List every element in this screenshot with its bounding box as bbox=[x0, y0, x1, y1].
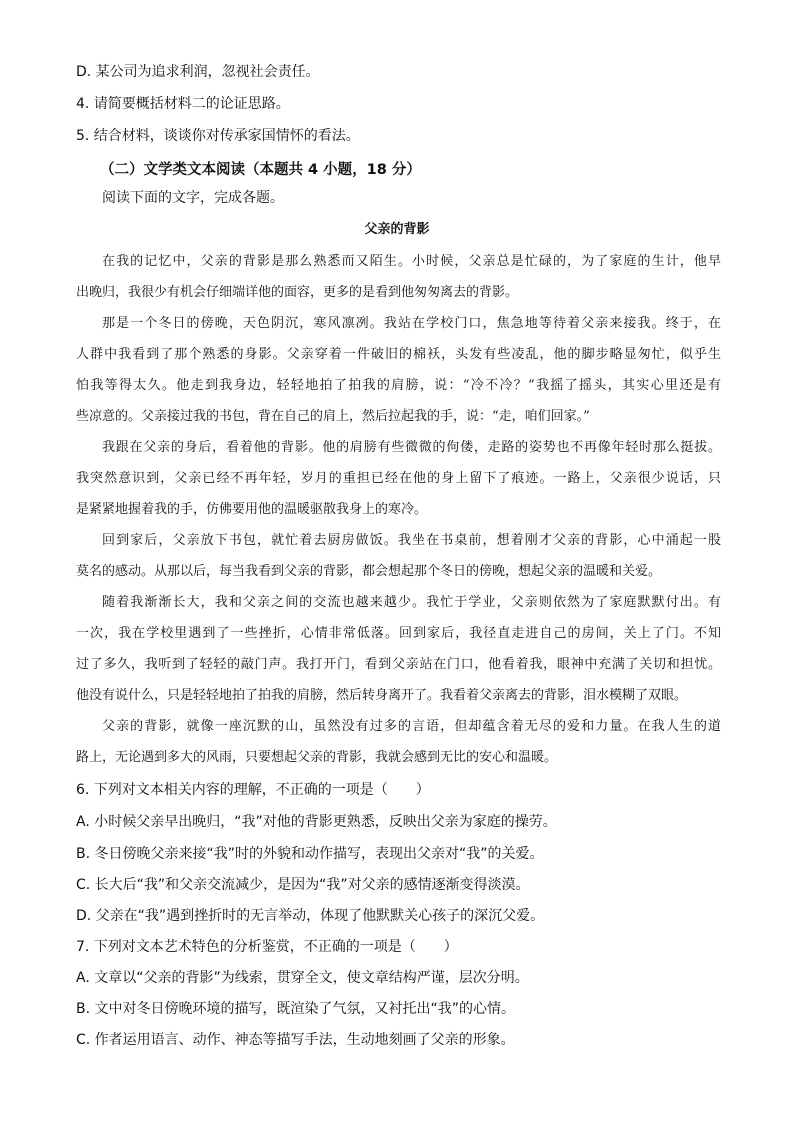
instruction: 阅读下面的文字，完成各题。 bbox=[102, 190, 284, 206]
essay-line: 回到家后，父亲放下书包，就忙着去厨房做饭。我坐在书桌前，想着刚才父亲的背影，心中涌起一股 bbox=[102, 533, 721, 548]
option-d-previous: D. 某公司为追求利润，忽视社会责任。 bbox=[76, 64, 320, 80]
essay-line: 出晚归，我很少有机会仔细端详他的面容，更多的是看到他匆匆离去的背影。 bbox=[76, 285, 519, 300]
essay-line: 我跟在父亲的身后，看着他的背影。他的肩膀有些微微的佝偻，走路的姿势也不再像年轻时那么挺拔。 bbox=[102, 440, 721, 455]
essay-line: 父亲的背影，就像一座沉默的山，虽然没有过多的言语，但却蕴含着无尽的爱和力量。在我人生的道 bbox=[102, 719, 721, 734]
essay-line: 我突然意识到，父亲已经不再年轻，岁月的重担已经在他的身上留下了痕迹。一路上，父亲很少说话，只 bbox=[76, 471, 721, 486]
essay-line: 人群中我看到了那个熟悉的身影。父亲穿着一件破旧的棉袄，头发有些凌乱，他的脚步略显匆忙，似乎生 bbox=[76, 347, 721, 362]
question-7-option-c: C. 作者运用语言、动作、神态等描写手法，生动地刻画了父亲的形象。 bbox=[76, 1032, 515, 1048]
essay-title: 父亲的背影 bbox=[364, 222, 430, 237]
question-6-option-c: C. 长大后“我”和父亲交流减少，是因为“我”对父亲的感情逐渐变得淡漠。 bbox=[76, 877, 530, 893]
essay-line: 他没有说什么，只是轻轻地拍了拍我的肩膀，然后转身离开了。我看着父亲离去的背影，泪水模糊了双眼。 bbox=[76, 688, 688, 703]
essay-line: 那是一个冬日的傍晚，天色阴沉，寒风凛冽。我站在学校门口，焦急地等待着父亲来接我。终于，在 bbox=[102, 316, 721, 331]
question-7-option-b: B. 文中对冬日傍晚环境的描写，既渲染了气氛，又衬托出“我”的心情。 bbox=[76, 1001, 516, 1017]
essay-line: 路上，无论遇到多大的风雨，只要想起父亲的背影，我就会感到无比的安心和温暖。 bbox=[76, 750, 558, 765]
question-7-option-a: A. 文章以“父亲的背影”为线索，贯穿全文，使文章结构严谨，层次分明。 bbox=[76, 970, 529, 986]
essay-line: 随着我渐渐长大，我和父亲之间的交流也越来越少。我忙于学业，父亲则依然为了家庭默默付出。有 bbox=[102, 595, 721, 610]
question-6: 6. 下列对文本相关内容的理解，不正确的一项是（ ） bbox=[76, 782, 430, 798]
essay-line: 些凉意的。父亲接过我的书包，背在自己的肩上，然后拉起我的手，说：“走，咱们回家。” bbox=[76, 409, 590, 424]
question-7: 7. 下列对文本艺术特色的分析鉴赏，不正确的一项是（ ） bbox=[76, 939, 458, 955]
question-6-option-b: B. 冬日傍晚父亲来接“我”时的外貌和动作描写，表现出父亲对“我”的关爱。 bbox=[76, 846, 544, 862]
essay-line: 莫名的感动。从那以后，每当我看到父亲的背影，都会想起那个冬日的傍晚，想起父亲的温暖和关爱。 bbox=[76, 564, 662, 579]
question-6-option-d: D. 父亲在“我”遇到挫折时的无言举动，体现了他默默关心孩子的深沉父爱。 bbox=[76, 908, 545, 924]
essay-line: 一次，我在学校里遇到了一些挫折，心情非常低落。回到家后，我径直走进自己的房间，关上了门。不知 bbox=[76, 626, 721, 641]
section-title: （二）文学类文本阅读（本题共 4 小题，18 分） bbox=[100, 162, 421, 178]
essay-line: 过了多久，我听到了轻轻的敲门声。我打开门，看到父亲站在门口，他看着我，眼神中充满了关切和担忧。 bbox=[76, 657, 721, 672]
essay-line: 在我的记忆中，父亲的背影是那么熟悉而又陌生。小时候，父亲总是忙碌的，为了家庭的生计，他早 bbox=[102, 254, 721, 269]
essay-line: 怕我等得太久。他走到我身边，轻轻地拍了拍我的肩膀，说：“冷不冷？”我摇了摇头，其实心里还是有 bbox=[76, 378, 721, 393]
essay-line: 是紧紧地握着我的手，仿佛要用他的温暖驱散我身上的寒冷。 bbox=[76, 502, 428, 517]
question-4: 4. 请简要概括材料二的论证思路。 bbox=[76, 96, 290, 112]
question-6-option-a: A. 小时候父亲早出晚归，“我”对他的背影更熟悉，反映出父亲为家庭的操劳。 bbox=[76, 814, 557, 830]
question-5: 5. 结合材料，谈谈你对传承家国情怀的看法。 bbox=[76, 128, 360, 144]
